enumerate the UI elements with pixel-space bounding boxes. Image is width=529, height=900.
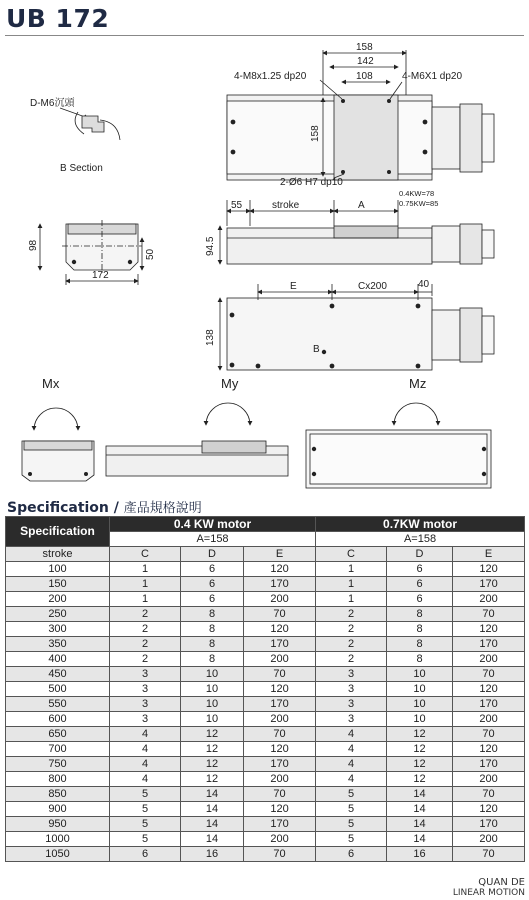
table-row bbox=[6, 592, 525, 607]
table-cell: 8 bbox=[387, 607, 453, 622]
table-cell: 8 bbox=[387, 652, 453, 667]
table-cell: 10 bbox=[387, 697, 453, 712]
table-cell: 2 bbox=[316, 622, 387, 637]
table-cell: 200 bbox=[244, 772, 316, 787]
dim-55: 55 bbox=[231, 200, 243, 211]
table-cell: 10 bbox=[181, 712, 244, 727]
table-cell: 70 bbox=[244, 607, 316, 622]
table-cell: 14 bbox=[387, 802, 453, 817]
table-cell: 8 bbox=[181, 652, 244, 667]
table-cell: 2 bbox=[110, 607, 181, 622]
table-cell: 2 bbox=[110, 652, 181, 667]
table-cell: 170 bbox=[244, 637, 316, 652]
motor1-a-value: A=158 bbox=[110, 532, 316, 547]
table-cell: 170 bbox=[244, 577, 316, 592]
table-cell: 14 bbox=[181, 817, 244, 832]
motor1-header: 0.4 KW motor bbox=[110, 517, 316, 532]
table-row bbox=[6, 682, 525, 697]
table-row bbox=[6, 667, 525, 682]
table-cell: 300 bbox=[6, 622, 110, 637]
section-callout: D-M6沉頭 bbox=[30, 98, 75, 109]
table-row bbox=[6, 847, 525, 862]
table-cell: 6 bbox=[181, 562, 244, 577]
table-cell: 100 bbox=[6, 562, 110, 577]
table-cell: 120 bbox=[453, 682, 525, 697]
table-cell: 10 bbox=[387, 682, 453, 697]
table-cell: 200 bbox=[244, 832, 316, 847]
table-cell: 150 bbox=[6, 577, 110, 592]
table-cell: 6 bbox=[316, 847, 387, 862]
dim-50: 50 bbox=[145, 248, 156, 260]
table-cell: 6 bbox=[387, 562, 453, 577]
column-header-row bbox=[6, 547, 525, 562]
table-row bbox=[6, 787, 525, 802]
table-cell: 1 bbox=[316, 577, 387, 592]
b-section-detail bbox=[30, 97, 120, 174]
callout-m6: 4-M6X1 dp20 bbox=[402, 71, 463, 82]
table-cell: 3 bbox=[110, 697, 181, 712]
callout-dowel: 2-Ø6 H7 dp10 bbox=[280, 177, 343, 188]
table-cell: 550 bbox=[6, 697, 110, 712]
table-cell: 16 bbox=[181, 847, 244, 862]
label-mz: Mz bbox=[409, 376, 427, 391]
table-cell: 2 bbox=[316, 637, 387, 652]
table-cell: 4 bbox=[110, 742, 181, 757]
dim-138: 138 bbox=[205, 329, 216, 346]
table-row bbox=[6, 802, 525, 817]
table-cell: 120 bbox=[453, 742, 525, 757]
table-cell: 200 bbox=[453, 832, 525, 847]
table-cell: 70 bbox=[244, 787, 316, 802]
table-cell: 1000 bbox=[6, 832, 110, 847]
table-cell: 2 bbox=[110, 622, 181, 637]
table-cell: 14 bbox=[387, 787, 453, 802]
table-cell: 800 bbox=[6, 772, 110, 787]
table-cell: 200 bbox=[453, 652, 525, 667]
table-cell: 12 bbox=[181, 757, 244, 772]
dim-stroke: stroke bbox=[272, 200, 300, 211]
dim-158-side: 158 bbox=[310, 125, 321, 142]
table-cell: 3 bbox=[110, 712, 181, 727]
table-cell: 70 bbox=[453, 847, 525, 862]
table-cell: 70 bbox=[244, 727, 316, 742]
table-cell: 12 bbox=[387, 727, 453, 742]
table-cell: 170 bbox=[244, 757, 316, 772]
table-cell: 4 bbox=[316, 742, 387, 757]
table-cell: 6 bbox=[110, 847, 181, 862]
table-row bbox=[6, 757, 525, 772]
table-cell: 6 bbox=[181, 592, 244, 607]
table-cell: 14 bbox=[181, 832, 244, 847]
motor2-header: 0.7KW motor bbox=[316, 517, 525, 532]
dim-40: 40 bbox=[418, 279, 430, 290]
table-cell: 16 bbox=[387, 847, 453, 862]
spec-heading: Specification / 產品規格說明 bbox=[7, 500, 202, 516]
table-cell: 200 bbox=[6, 592, 110, 607]
table-cell: 6 bbox=[181, 577, 244, 592]
table-cell: 3 bbox=[316, 667, 387, 682]
table-cell: 1 bbox=[110, 577, 181, 592]
table-cell: 750 bbox=[6, 757, 110, 772]
table-cell: 70 bbox=[244, 847, 316, 862]
table-cell: 2 bbox=[316, 652, 387, 667]
table-cell: 1 bbox=[316, 592, 387, 607]
motor2-a-value: A=158 bbox=[316, 532, 525, 547]
table-cell: 5 bbox=[110, 787, 181, 802]
table-cell: 170 bbox=[453, 817, 525, 832]
table-cell: 1 bbox=[110, 562, 181, 577]
table-cell: 200 bbox=[244, 712, 316, 727]
brand-logo: QUAN DE LINEAR MOTION bbox=[452, 877, 525, 898]
table-cell: 200 bbox=[453, 712, 525, 727]
table-cell: 4 bbox=[316, 772, 387, 787]
table-cell: 10 bbox=[387, 667, 453, 682]
dim-c: Cx200 bbox=[358, 281, 387, 292]
table-cell: 70 bbox=[453, 727, 525, 742]
table-cell: 2 bbox=[110, 637, 181, 652]
table-cell: 14 bbox=[387, 817, 453, 832]
table-cell: 14 bbox=[387, 832, 453, 847]
table-cell: 5 bbox=[110, 832, 181, 847]
table-cell: 5 bbox=[316, 832, 387, 847]
top-view bbox=[227, 42, 494, 188]
label-my: My bbox=[221, 376, 239, 391]
table-cell: 12 bbox=[181, 742, 244, 757]
dim-158-top: 158 bbox=[356, 42, 373, 53]
table-cell: 200 bbox=[244, 652, 316, 667]
bottom-view bbox=[205, 279, 494, 370]
table-row bbox=[6, 712, 525, 727]
col-header: stroke bbox=[6, 547, 110, 562]
table-row bbox=[6, 742, 525, 757]
table-row bbox=[6, 727, 525, 742]
table-cell: 14 bbox=[181, 787, 244, 802]
table-cell: 850 bbox=[6, 787, 110, 802]
col-header: D bbox=[181, 547, 244, 562]
table-cell: 450 bbox=[6, 667, 110, 682]
table-cell: 5 bbox=[316, 802, 387, 817]
callout-m8: 4-M8x1.25 dp20 bbox=[234, 71, 307, 82]
dim-e: E bbox=[290, 281, 297, 292]
table-corner-header: Specification bbox=[6, 517, 110, 547]
col-header: E bbox=[453, 547, 525, 562]
table-cell: 120 bbox=[244, 562, 316, 577]
spec-table bbox=[5, 516, 525, 862]
table-cell: 900 bbox=[6, 802, 110, 817]
table-cell: 120 bbox=[244, 622, 316, 637]
table-cell: 8 bbox=[181, 637, 244, 652]
table-cell: 5 bbox=[110, 817, 181, 832]
table-cell: 650 bbox=[6, 727, 110, 742]
table-cell: 120 bbox=[453, 622, 525, 637]
table-cell: 2 bbox=[316, 607, 387, 622]
table-cell: 8 bbox=[387, 637, 453, 652]
table-cell: 120 bbox=[244, 742, 316, 757]
table-cell: 600 bbox=[6, 712, 110, 727]
section-caption: B Section bbox=[60, 163, 103, 174]
table-cell: 4 bbox=[110, 757, 181, 772]
table-cell: 3 bbox=[316, 697, 387, 712]
table-cell: 200 bbox=[453, 592, 525, 607]
table-cell: 8 bbox=[181, 622, 244, 637]
table-cell: 70 bbox=[244, 667, 316, 682]
dim-a: A bbox=[358, 200, 365, 211]
table-cell: 950 bbox=[6, 817, 110, 832]
table-cell: 14 bbox=[181, 802, 244, 817]
dim-98: 98 bbox=[28, 239, 39, 251]
table-cell: 1050 bbox=[6, 847, 110, 862]
table-cell: 500 bbox=[6, 682, 110, 697]
table-cell: 10 bbox=[387, 712, 453, 727]
table-cell: 250 bbox=[6, 607, 110, 622]
spec-table-body bbox=[6, 562, 525, 862]
table-cell: 1 bbox=[316, 562, 387, 577]
table-cell: 1 bbox=[110, 592, 181, 607]
kw-note-075: 0.75KW=85 bbox=[399, 199, 439, 208]
table-cell: 3 bbox=[110, 667, 181, 682]
table-cell: 12 bbox=[387, 742, 453, 757]
table-cell: 8 bbox=[181, 607, 244, 622]
table-cell: 12 bbox=[181, 772, 244, 787]
table-cell: 400 bbox=[6, 652, 110, 667]
page-title: UB 172 bbox=[6, 4, 110, 33]
table-cell: 3 bbox=[110, 682, 181, 697]
table-cell: 120 bbox=[453, 562, 525, 577]
table-cell: 120 bbox=[244, 802, 316, 817]
table-cell: 70 bbox=[453, 607, 525, 622]
table-cell: 170 bbox=[453, 577, 525, 592]
table-cell: 170 bbox=[453, 637, 525, 652]
table-cell: 12 bbox=[387, 772, 453, 787]
table-cell: 4 bbox=[110, 772, 181, 787]
table-cell: 4 bbox=[316, 727, 387, 742]
table-cell: 5 bbox=[110, 802, 181, 817]
table-cell: 200 bbox=[453, 772, 525, 787]
dim-172: 172 bbox=[92, 270, 109, 281]
kw-note-04: 0.4KW=78 bbox=[399, 189, 435, 198]
table-cell: 4 bbox=[316, 757, 387, 772]
table-cell: 10 bbox=[181, 682, 244, 697]
table-cell: 6 bbox=[387, 577, 453, 592]
table-cell: 3 bbox=[316, 682, 387, 697]
table-cell: 700 bbox=[6, 742, 110, 757]
table-row bbox=[6, 817, 525, 832]
table-row bbox=[6, 622, 525, 637]
table-cell: 120 bbox=[453, 802, 525, 817]
end-view bbox=[28, 220, 156, 285]
table-cell: 120 bbox=[244, 682, 316, 697]
dim-142: 142 bbox=[357, 56, 374, 67]
table-row bbox=[6, 652, 525, 667]
dim-108: 108 bbox=[356, 71, 373, 82]
table-cell: 10 bbox=[181, 667, 244, 682]
table-cell: 6 bbox=[387, 592, 453, 607]
table-cell: 10 bbox=[181, 697, 244, 712]
table-cell: 3 bbox=[316, 712, 387, 727]
col-header: C bbox=[110, 547, 181, 562]
table-cell: 200 bbox=[244, 592, 316, 607]
table-cell: 170 bbox=[244, 817, 316, 832]
table-cell: 8 bbox=[387, 622, 453, 637]
col-header: E bbox=[244, 547, 316, 562]
table-cell: 170 bbox=[453, 757, 525, 772]
table-cell: 5 bbox=[316, 787, 387, 802]
table-row bbox=[6, 562, 525, 577]
table-row bbox=[6, 697, 525, 712]
table-cell: 350 bbox=[6, 637, 110, 652]
table-row bbox=[6, 607, 525, 622]
dim-94-5: 94.5 bbox=[205, 236, 216, 256]
table-row bbox=[6, 772, 525, 787]
table-cell: 70 bbox=[453, 667, 525, 682]
table-cell: 5 bbox=[316, 817, 387, 832]
table-row bbox=[6, 832, 525, 847]
label-mx: Mx bbox=[42, 376, 60, 391]
side-view bbox=[205, 189, 494, 264]
label-b: B bbox=[313, 344, 320, 355]
table-cell: 12 bbox=[387, 757, 453, 772]
table-cell: 170 bbox=[244, 697, 316, 712]
table-row bbox=[6, 637, 525, 652]
moment-diagrams bbox=[22, 376, 491, 488]
table-cell: 4 bbox=[110, 727, 181, 742]
table-cell: 70 bbox=[453, 787, 525, 802]
col-header: C bbox=[316, 547, 387, 562]
table-cell: 170 bbox=[453, 697, 525, 712]
table-cell: 12 bbox=[181, 727, 244, 742]
table-row bbox=[6, 577, 525, 592]
col-header: D bbox=[387, 547, 453, 562]
